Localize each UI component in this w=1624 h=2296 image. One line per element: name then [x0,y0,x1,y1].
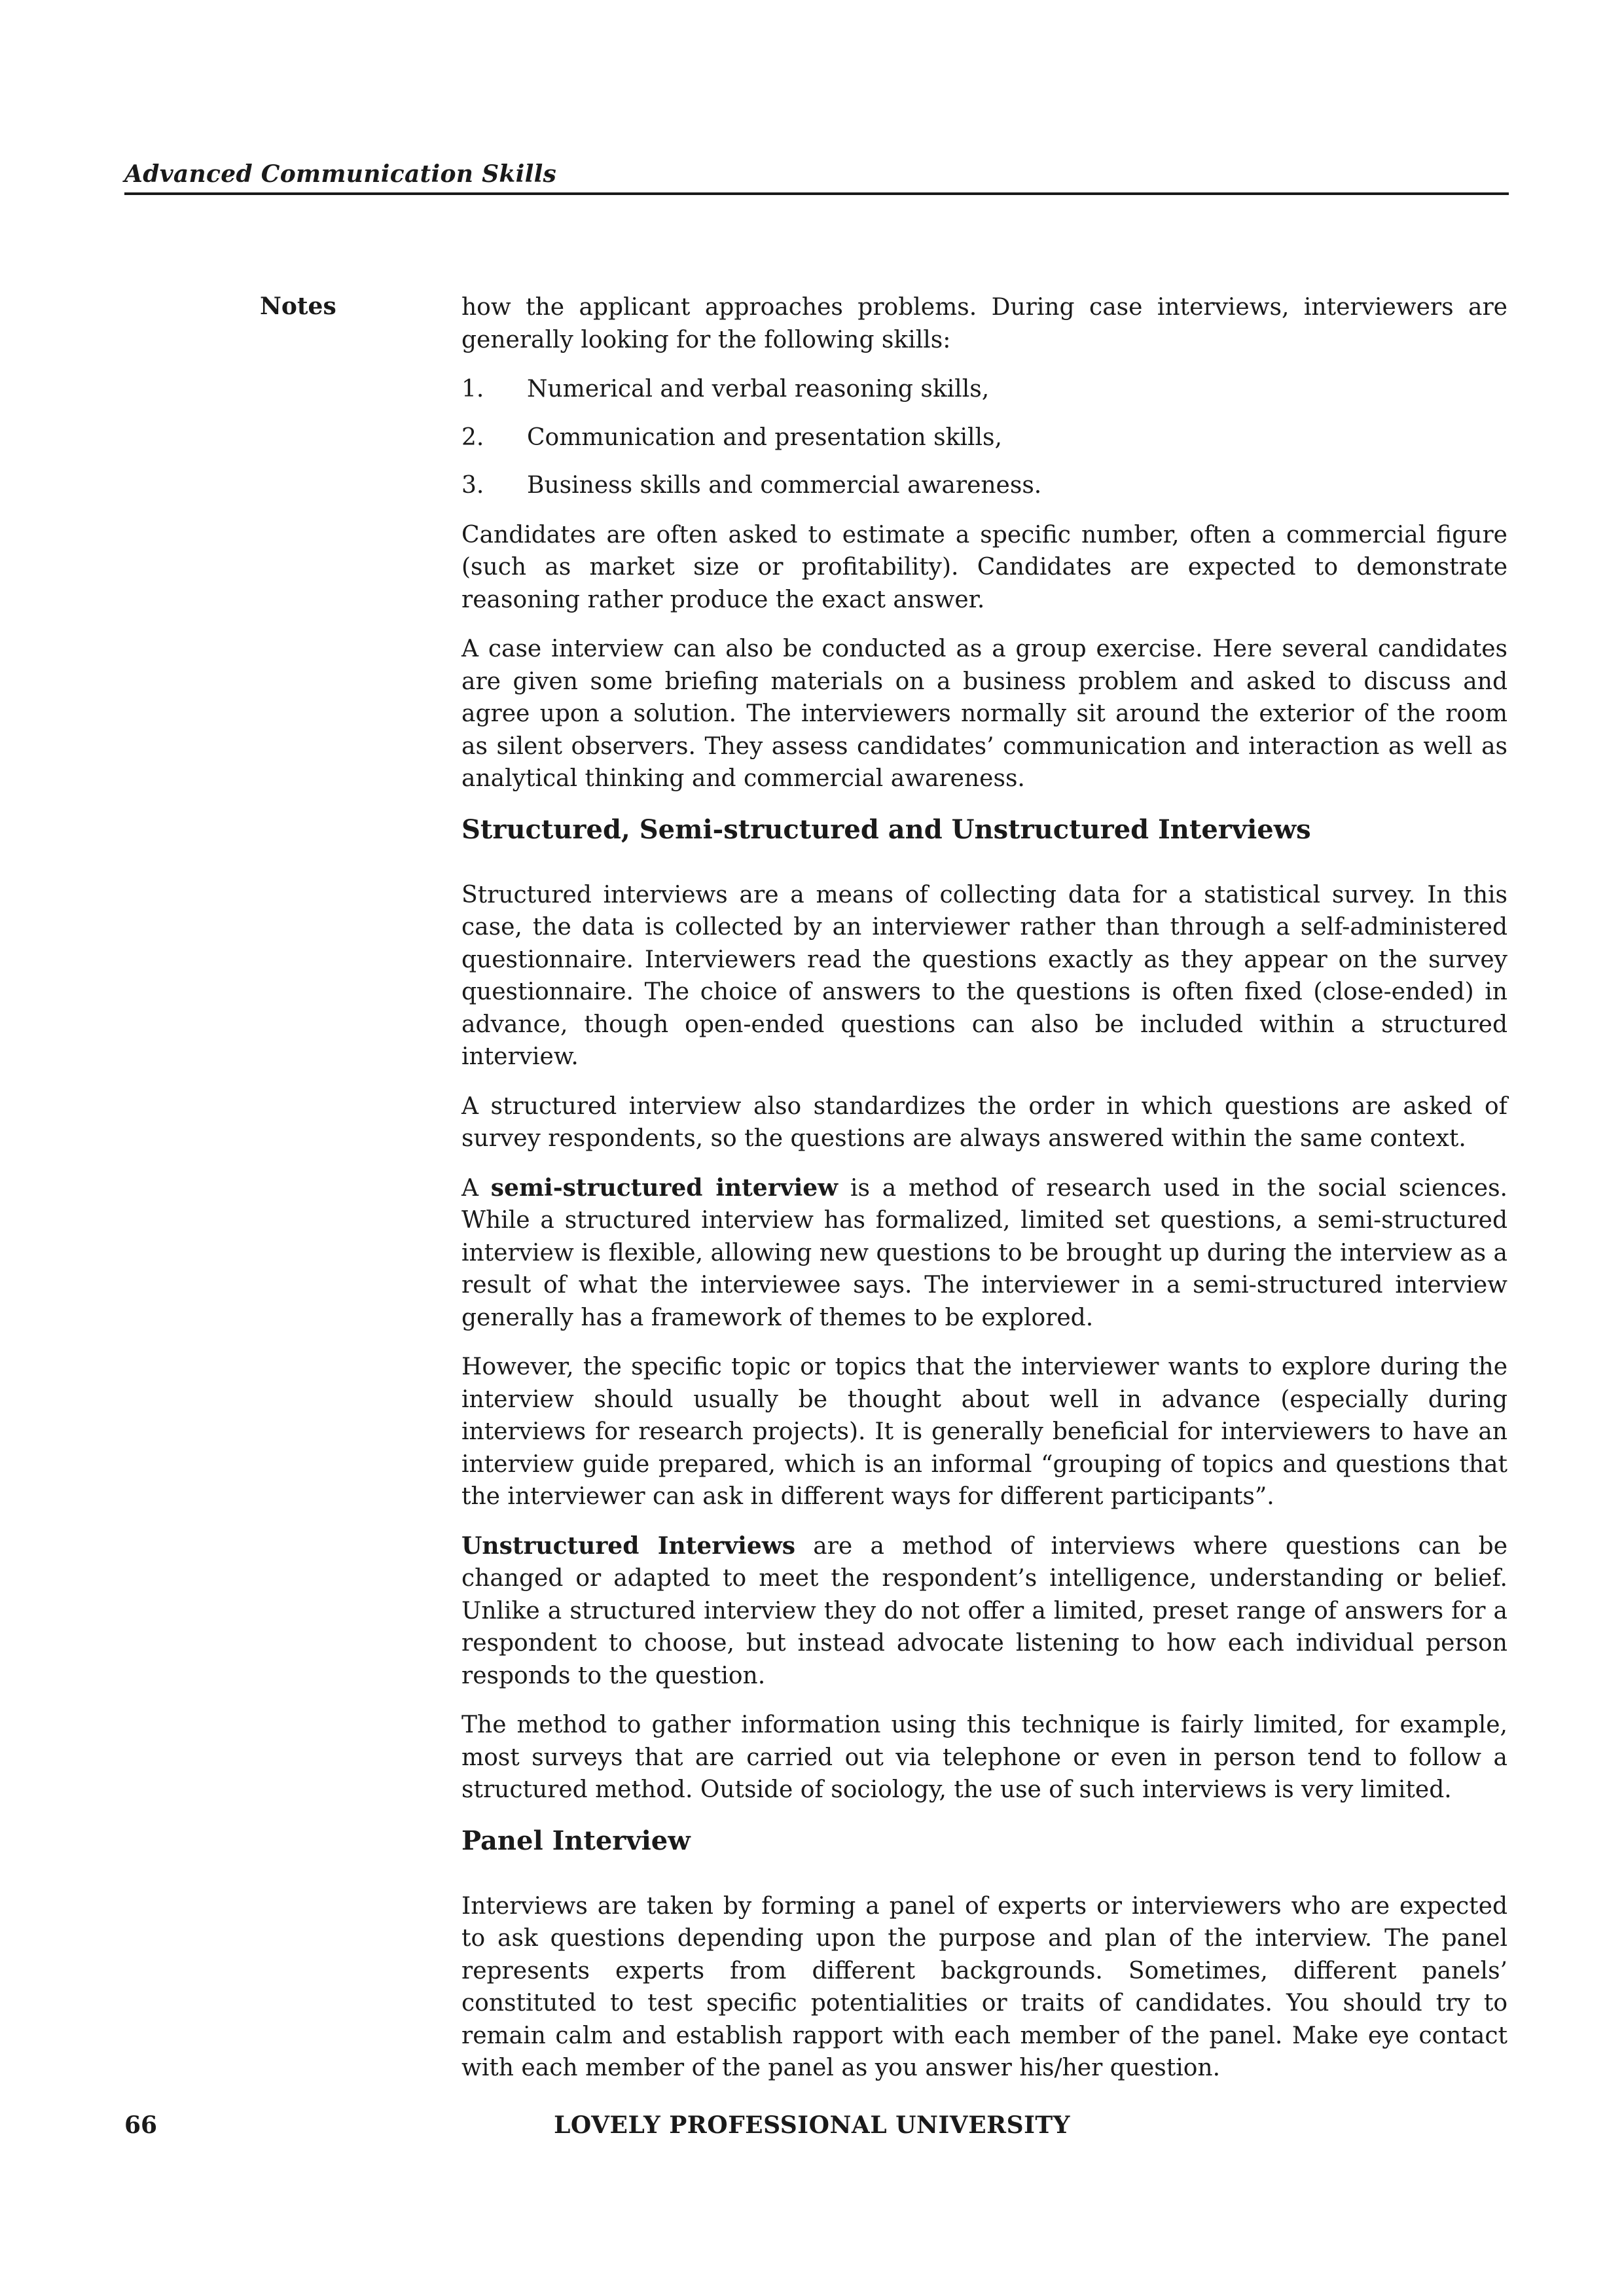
unstructured-paragraph [461,1530,1507,1693]
page-number: 66 [124,2111,158,2139]
unstructured-term: Unstructured Interviews [461,1532,795,1560]
standardizes-paragraph: A structured interview also standardizes the order in which questions are asked of survey respondents, so the questions are always answered within the same context. [461,1092,1507,1152]
list-item-number: 2. [461,423,484,451]
method-paragraph: The method to gather information using this technique is fairly limited, for example, most surveys that are carried out via telephone or even in person tend to follow a structured method. Outside of sociology, the use of such interviews is very limited. [461,1712,1507,1803]
semi-structured-prefix: A [461,1174,491,1202]
semi-structured-paragraph [461,1172,1507,1335]
running-header-title: Advanced Communication Skills [124,160,557,188]
panel-paragraph: Interviews are taken by forming a panel of experts or interviewers who are expected to ask questions depending upon the purpose and plan of the interview. The panel represents experts from different backgrounds. Sometimes, different panels’ constituted to test specific potentialities or traits of candidates. You should try to remain calm and establish rapport with each member of the panel. Make eye contact with each member of the panel as you answer his/her question. [461,1892,1507,2081]
main-content [461,291,1507,2102]
group-exercise-paragraph: A case interview can also be conducted as a group exercise. Here several candidates are given some briefing materials on a business problem and asked to discuss and agree upon a solution. The interviewers normally sit around the exterior of the room as silent observers. They assess candidates’ communication and interaction as well as analytical thinking and commercial awareness. [461,636,1507,792]
estimate-paragraph: Candidates are often asked to estimate a specific number, often a commercial figure (such as market size or profitability). Candidates are expected to demonstrate reasoning rather produce the exact answer. [461,521,1507,613]
list-item-number: 1. [461,376,484,403]
list-item-text: Business skills and commercial awareness. [527,472,1042,499]
skills-list [461,373,1507,502]
section-heading-structured: Structured, Semi-structured and Unstructured Interviews [461,814,1311,845]
notes-margin-label: Notes [260,293,336,320]
semi-structured-term: semi-structured interview [490,1174,839,1202]
semi-structured-text: is a method of research used in the social sciences. While a structured interview has formalized, limited set questions, a semi-structured interview is flexible, allowing new questions to be brought up during the interview as a result of what the interviewee says. The interviewer in a semi-structured interview generally has a framework of themes to be explored. [461,1174,1507,1331]
list-item [461,373,1507,406]
unstructured-text: are a method of interviews where questions can be changed or adapted to meet the respondent’s intelligence, understanding or belief. Unlike a structured interview they do not offer a limited, preset range of answers for a respondent to choose, but instead advocate listening to how each individual person responds to the question. [461,1532,1507,1689]
header-rule [124,192,1509,195]
list-item-number: 3. [461,472,484,499]
intro-paragraph: how the applicant approaches problems. During case interviews, interviewers are generally looking for the following skills: [461,294,1507,353]
however-paragraph: However, the specific topic or topics that the interviewer wants to explore during the interview should usually be thought about well in advance (especially during interviews for research projects). It is generally beneficial for interviewers to have an interview guide prepared, which is an informal “grouping of topics and questions that the interviewer can ask in different ways for different participants”. [461,1354,1507,1510]
footer-university: LOVELY PROFESSIONAL UNIVERSITY [554,2111,1070,2139]
structured-paragraph: Structured interviews are a means of collecting data for a statistical survey. In this case, the data is collected by an interviewer rather than through a self-administered questionnaire. Interviewers read the questions exactly as they appear on the survey questionnaire. The choice of answers to the questions is often fixed (close-ended) in advance, though open-ended questions can also be included within a structured interview. [461,881,1507,1070]
list-item [461,422,1507,454]
section-heading-panel: Panel Interview [461,1825,691,1856]
list-item-text: Numerical and verbal reasoning skills, [527,376,990,403]
list-item-text: Communication and presentation skills, [527,423,1002,451]
list-item [461,469,1507,502]
